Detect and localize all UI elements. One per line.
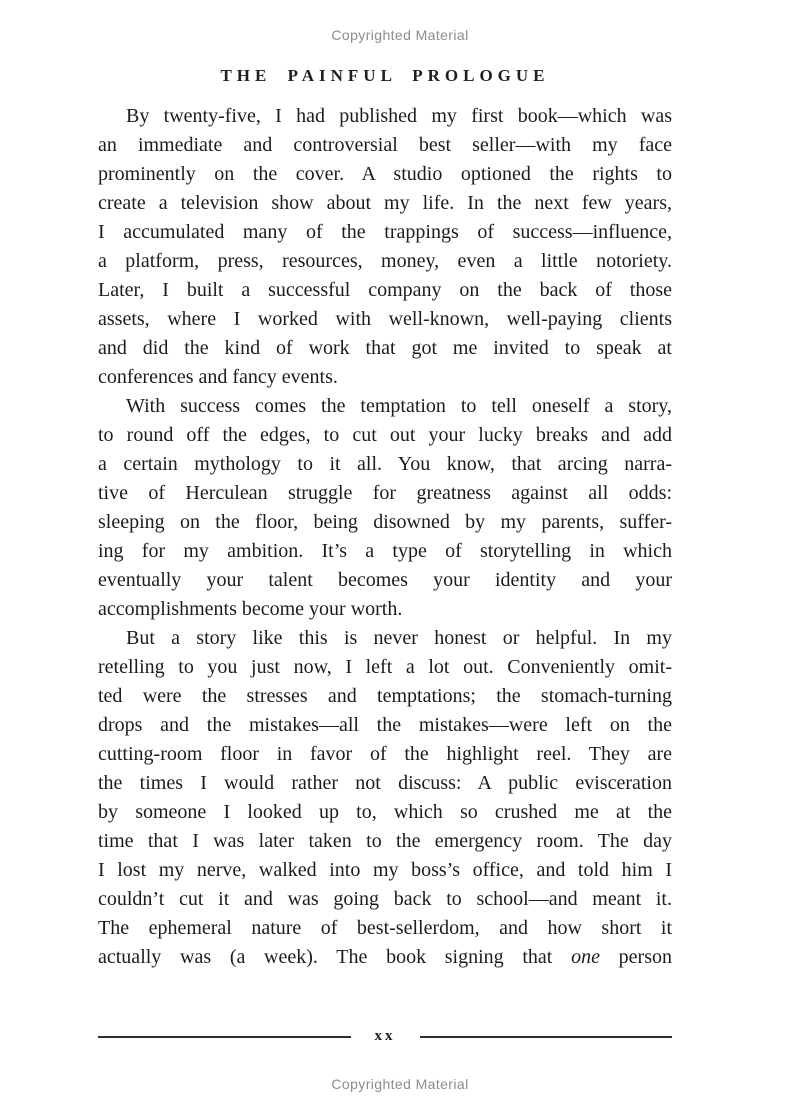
chapter-title: THE PAINFUL PROLOGUE (220, 66, 550, 85)
text-line (98, 943, 672, 972)
text-line: a platform, press, resources, money, even a little notoriety. (98, 250, 672, 272)
text-line: eventually your talent becomes your identity and your (98, 569, 672, 591)
text-line: by someone I looked up to, which so crushed me at the (98, 801, 672, 823)
text-line: But a story like this is never honest or helpful. In my (126, 627, 672, 649)
text-line: ing for my ambition. It’s a type of storytelling in which (98, 540, 672, 562)
paragraph (98, 102, 672, 392)
body-text (98, 102, 672, 972)
text-line: a certain mythology to it all. You know, that arcing narra- (98, 453, 672, 475)
text-line: drops and the mistakes—all the mistakes—were left on the (98, 714, 672, 736)
text-line: I lost my nerve, walked into my boss’s office, and told him I (98, 859, 672, 881)
text-line: By twenty-five, I had published my first book—which was (126, 105, 672, 127)
page-number: xx (374, 1027, 396, 1044)
paragraph (98, 392, 672, 624)
text-segment: person (599, 946, 672, 968)
text-line: to round off the edges, to cut out your lucky breaks and add (98, 424, 672, 446)
text-line: time that I was later taken to the emergency room. The day (98, 830, 672, 852)
text-line: tive of Herculean struggle for greatness against all odds: (98, 482, 672, 504)
text-line: I accumulated many of the trappings of success—influence, (98, 221, 672, 243)
paragraph (98, 624, 672, 972)
text-segment: actually was (a week). The book signing that (98, 946, 572, 968)
page-footer (98, 1028, 672, 1046)
text-line: The ephemeral nature of best-sellerdom, and how short it (98, 917, 672, 939)
text-line: cutting-room floor in favor of the highlight reel. They are (98, 743, 672, 765)
copyright-notice-bottom: Copyrighted Material (331, 1076, 469, 1092)
text-line: retelling to you just now, I left a lot out. Conveniently omit- (98, 656, 672, 678)
text-line: couldn’t cut it and was going back to school—and meant it. (98, 888, 672, 910)
text-line: ted were the stresses and temptations; the stomach-turning (98, 685, 672, 707)
text-line: the times I would rather not discuss: A public evisceration (98, 772, 672, 794)
text-line: accomplishments become your worth. (98, 598, 403, 620)
italic-text: one (571, 946, 600, 968)
text-line: conferences and fancy events. (98, 366, 338, 388)
text-line: prominently on the cover. A studio optioned the rights to (98, 163, 672, 185)
text-line: an immediate and controversial best seller—with my face (98, 134, 672, 156)
footer-rule-left (98, 1036, 351, 1038)
footer-rule-right (420, 1036, 673, 1038)
text-line: With success comes the temptation to tell oneself a story, (126, 395, 672, 417)
text-line: create a television show about my life. In the next few years, (98, 192, 672, 214)
text-line: assets, where I worked with well-known, well-paying clients (98, 308, 672, 330)
text-line: and did the kind of work that got me invited to speak at (98, 337, 672, 359)
copyright-notice-top: Copyrighted Material (331, 27, 469, 43)
text-line: Later, I built a successful company on the back of those (98, 279, 672, 301)
text-line: sleeping on the floor, being disowned by my parents, suffer- (98, 511, 672, 533)
